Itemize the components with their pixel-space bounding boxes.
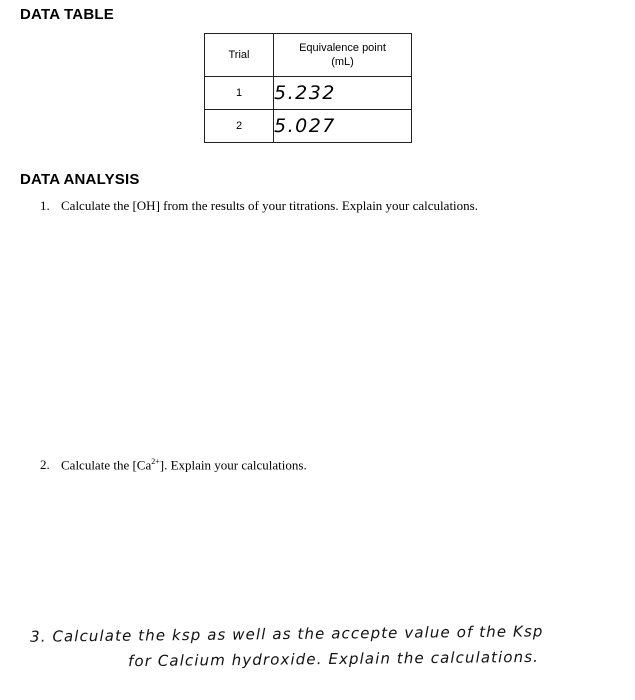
question-2-superscript: 2+ (151, 457, 160, 466)
question-2-number: 2. (40, 457, 50, 473)
table-row (205, 110, 412, 143)
handwritten-question-3-line-2: for Calcium hydroxide. Explain the calculations. (127, 647, 540, 671)
question-1-text: Calculate the [OH] from the results of your titrations. Explain your calculations. (61, 198, 478, 213)
equivalence-column-header (274, 34, 412, 77)
trial-column-header: Trial (205, 34, 274, 77)
equivalence-header-line2: (mL) (331, 56, 354, 68)
equivalence-value-cell: 5.027 (274, 110, 412, 143)
equivalence-value-cell: 5.232 (274, 77, 412, 110)
data-table-title: DATA TABLE (20, 6, 114, 23)
table-header-row (205, 34, 412, 77)
table-row (205, 77, 412, 110)
question-1-number: 1. (40, 198, 50, 213)
data-analysis-title: DATA ANALYSIS (20, 171, 140, 188)
question-2-text-start: Calculate the [Ca (61, 457, 152, 473)
trial-number-cell: 2 (205, 110, 274, 143)
question-2-text-end: ]. Explain your calculations. (159, 457, 307, 473)
data-table (204, 33, 412, 143)
handwritten-question-3-line-1: 3. Calculate the ksp as well as the accepte value of the Ksp (29, 622, 544, 646)
question-1 (40, 198, 478, 214)
equivalence-header-line1: Equivalence point (299, 42, 386, 54)
trial-number-cell: 1 (205, 77, 274, 110)
question-2 (40, 457, 307, 473)
